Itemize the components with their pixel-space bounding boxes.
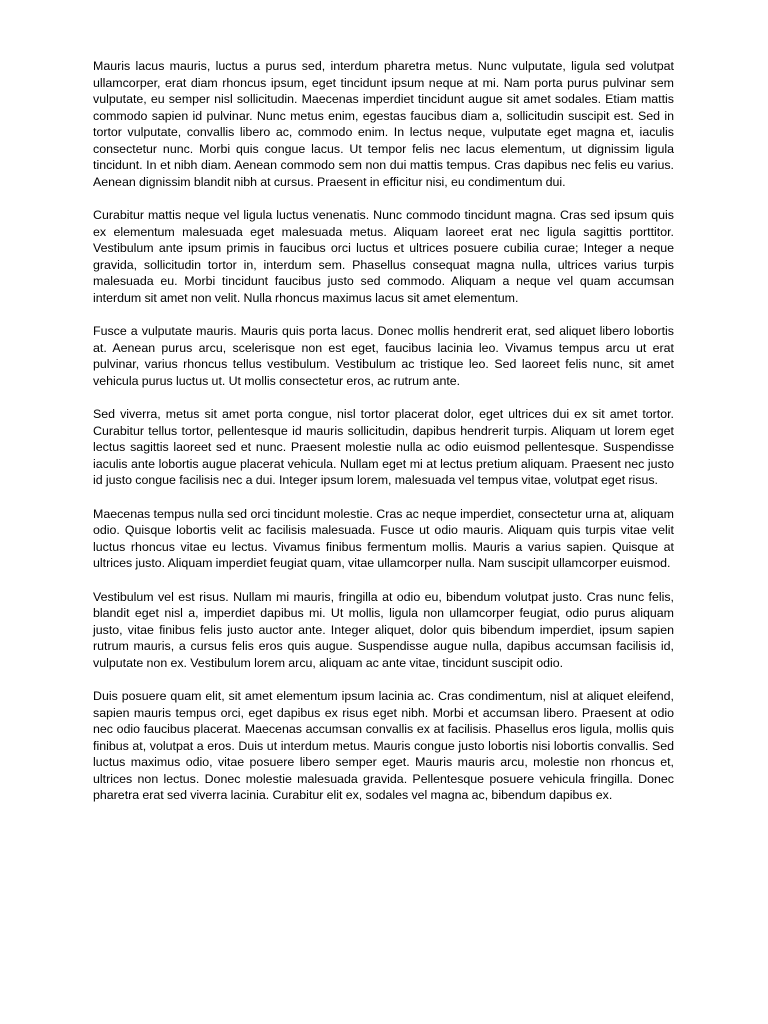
paragraph-2: Curabitur mattis neque vel ligula luctus venenatis. Nunc commodo tincidunt magna. Cras sed ipsum quis ex elementum malesuada eget malesuada metus. Aliquam laoreet erat nec ligula sagittis porttitor. Vestibulum ante ipsum primis in faucibus orci luctus et ultrices posuere cubilia curae; Integer a neque gravida, sollicitudin tortor in, interdum sem. Phasellus consequat magna nulla, ultrices varius turpis malesuada eu. Morbi tincidunt faucibus justo sed commodo. Aliquam a neque vel quam accumsan interdum sit amet non velit. Nulla rhoncus maximus lacus sit amet elementum. [93, 208, 674, 305]
paragraph-7: Duis posuere quam elit, sit amet elementum ipsum lacinia ac. Cras condimentum, nisl at aliquet eleifend, sapien mauris tempus orci, eget dapibus ex risus eget nibh. Morbi et accumsan libero. Praesent at odio nec odio faucibus placerat. Maecenas accumsan convallis ex at facilisis. Phasellus eros ligula, mollis quis finibus at, volutpat a eros. Duis ut interdum metus. Mauris congue justo lobortis nisi lobortis convallis. Sed luctus maximus odio, vitae posuere libero semper eget. Mauris mauris arcu, molestie non rhoncus et, ultrices non lectus. Donec molestie malesuada gravida. Pellentesque posuere vehicula fringilla. Donec pharetra erat sed viverra lacinia. Curabitur elit ex, sodales vel magna ac, bibendum dapibus ex. [93, 689, 674, 802]
paragraph-1: Mauris lacus mauris, luctus a purus sed, interdum pharetra metus. Nunc vulputate, ligula sed volutpat ullamcorper, erat diam rhoncus ipsum, eget tincidunt ipsum neque at mi. Nam porta purus pulvinar sem vulputate, eu semper nisl sollicitudin. Maecenas imperdiet tincidunt augue sit amet sodales. Etiam mattis commodo sapien id pulvinar. Nunc metus enim, egestas faucibus diam a, sollicitudin suscipit est. Sed in tortor vulputate, convallis libero ac, commodo enim. In lectus neque, vulputate eget magna et, iaculis consectetur nunc. Morbi quis congue lacus. Ut tempor felis nec lacus elementum, ut dignissim ligula tincidunt. In et nibh diam. Aenean commodo sem non dui mattis tempus. Cras dapibus nec felis eu varius. Aenean dignissim blandit nibh at cursus. Praesent in efficitur nisi, eu condimentum dui. [93, 59, 674, 189]
paragraph-5: Maecenas tempus nulla sed orci tincidunt molestie. Cras ac neque imperdiet, consectetur urna at, aliquam odio. Quisque lobortis velit ac facilisis malesuada. Fusce ut odio mauris. Aliquam quis turpis vitae velit luctus rhoncus vitae eu lectus. Vivamus finibus fermentum mollis. Mauris a varius sapien. Quisque at ultrices justo. Aliquam imperdiet feugiat quam, vitae ullamcorper nulla. Nam suscipit ullamcorper euismod. [93, 506, 674, 570]
paragraph-6: Vestibulum vel est risus. Nullam mi mauris, fringilla at odio eu, bibendum volutpat justo. Cras nunc felis, blandit eget nisl a, imperdiet dapibus mi. Ut mollis, ligula non ullamcorper feugiat, odio purus aliquam justo, vitae finibus felis justo auctor ante. Integer aliquet, dolor quis bibendum imperdiet, ipsum sapien rutrum mauris, a cursus felis eros quis augue. Suspendisse augue nulla, dapibus accumsan facilisis id, vulputate non ex. Vestibulum lorem arcu, aliquam ac ante vitae, tincidunt suscipit odio. [93, 589, 674, 670]
document-body [93, 58, 674, 821]
paragraph-3: Fusce a vulputate mauris. Mauris quis porta lacus. Donec mollis hendrerit erat, sed aliquet libero lobortis at. Aenean purus arcu, scelerisque non est eget, faucibus lacinia leo. Vivamus tempus arcu ut erat pulvinar, varius rhoncus tellus vestibulum. Vestibulum ac tristique leo. Sed laoreet felis nunc, sit amet vehicula purus luctus ut. Ut mollis consectetur eros, ac rutrum ante. [93, 324, 674, 388]
paragraph-4: Sed viverra, metus sit amet porta congue, nisl tortor placerat dolor, eget ultrices dui ex sit amet tortor. Curabitur tellus tortor, pellentesque id mauris sollicitudin, dapibus hendrerit turpis. Aliquam ut lorem eget lectus sagittis laoreet sed et nunc. Praesent molestie nulla ac odio euismod pellentesque. Suspendisse iaculis ante lobortis augue placerat vehicula. Nullam eget mi at lectus pretium aliquam. Praesent nec justo id justo congue facilisis nec a dui. Integer ipsum lorem, malesuada vel tempus vitae, volutpat eget risus. [93, 407, 674, 487]
